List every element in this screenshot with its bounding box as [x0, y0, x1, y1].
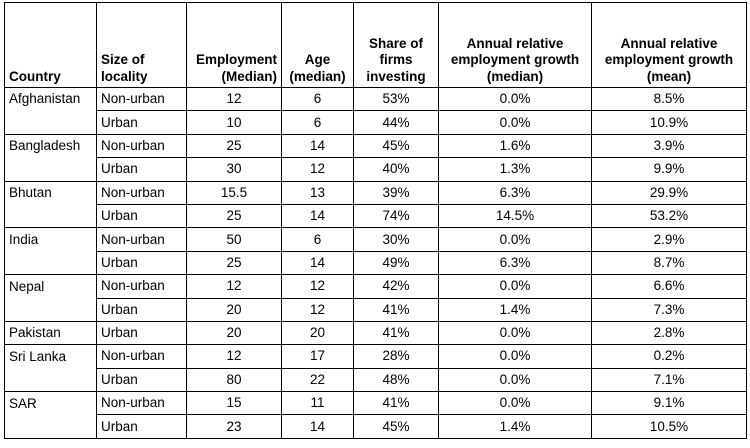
cell-size-of-locality: Non-urban	[97, 275, 187, 298]
cell-age-median: 11	[282, 392, 354, 415]
header-row	[5, 3, 747, 88]
cell-employment-median: 80	[187, 368, 282, 391]
cell-growth-mean: 9.1%	[592, 392, 747, 415]
cell-employment-median: 15.5	[187, 181, 282, 204]
table-row	[5, 158, 747, 181]
cell-share-of-firms-investing: 40%	[354, 158, 439, 181]
cell-growth-median: 1.3%	[439, 158, 592, 181]
header-employment-median: Employment (Median)	[187, 3, 282, 88]
cell-employment-median: 20	[187, 298, 282, 321]
cell-growth-median: 0.0%	[439, 111, 592, 134]
cell-age-median: 14	[282, 204, 354, 227]
cell-growth-mean: 7.1%	[592, 368, 747, 391]
cell-growth-mean: 8.7%	[592, 251, 747, 274]
cell-age-median: 22	[282, 368, 354, 391]
cell-employment-median: 12	[187, 88, 282, 111]
cell-size-of-locality: Non-urban	[97, 392, 187, 415]
header-country: Country	[5, 3, 97, 88]
cell-growth-mean: 7.3%	[592, 298, 747, 321]
cell-growth-median: 0.0%	[439, 321, 592, 344]
cell-country: Afghanistan	[5, 88, 97, 111]
cell-size-of-locality: Urban	[97, 111, 187, 134]
cell-growth-mean: 29.9%	[592, 181, 747, 204]
cell-age-median: 20	[282, 321, 354, 344]
header-age-median: Age (median)	[282, 3, 354, 88]
cell-share-of-firms-investing: 48%	[354, 368, 439, 391]
cell-country: SAR	[5, 392, 97, 415]
cell-share-of-firms-investing: 42%	[354, 275, 439, 298]
cell-country: Bhutan	[5, 181, 97, 204]
cell-employment-median: 50	[187, 228, 282, 251]
cell-size-of-locality: Urban	[97, 204, 187, 227]
cell-country: Nepal	[5, 275, 97, 298]
table-row	[5, 88, 747, 111]
cell-country	[5, 111, 97, 134]
cell-age-median: 12	[282, 275, 354, 298]
cell-employment-median: 10	[187, 111, 282, 134]
cell-employment-median: 25	[187, 134, 282, 157]
cell-growth-mean: 8.5%	[592, 88, 747, 111]
cell-country	[5, 158, 97, 181]
header-size-of-locality: Size of locality	[97, 3, 187, 88]
cell-employment-median: 23	[187, 415, 282, 438]
cell-share-of-firms-investing: 44%	[354, 111, 439, 134]
cell-growth-mean: 53.2%	[592, 204, 747, 227]
table-row	[5, 275, 747, 298]
cell-employment-median: 20	[187, 321, 282, 344]
cell-share-of-firms-investing: 45%	[354, 415, 439, 438]
cell-size-of-locality: Urban	[97, 415, 187, 438]
cell-size-of-locality: Non-urban	[97, 88, 187, 111]
cell-size-of-locality: Urban	[97, 368, 187, 391]
cell-employment-median: 30	[187, 158, 282, 181]
cell-age-median: 14	[282, 415, 354, 438]
cell-age-median: 6	[282, 88, 354, 111]
header-growth-median: Annual relative employment growth (median)	[439, 3, 592, 88]
cell-growth-mean: 10.5%	[592, 415, 747, 438]
cell-growth-median: 0.0%	[439, 368, 592, 391]
cell-age-median: 17	[282, 345, 354, 368]
table-row	[5, 204, 747, 227]
cell-growth-median: 0.0%	[439, 275, 592, 298]
cell-growth-mean: 3.9%	[592, 134, 747, 157]
cell-share-of-firms-investing: 45%	[354, 134, 439, 157]
cell-country	[5, 368, 97, 391]
cell-age-median: 6	[282, 228, 354, 251]
cell-age-median: 12	[282, 158, 354, 181]
table-row	[5, 368, 747, 391]
table-row	[5, 111, 747, 134]
cell-growth-mean: 6.6%	[592, 275, 747, 298]
cell-share-of-firms-investing: 28%	[354, 345, 439, 368]
cell-country	[5, 415, 97, 438]
cell-size-of-locality: Non-urban	[97, 228, 187, 251]
table-row	[5, 321, 747, 344]
cell-growth-median: 1.4%	[439, 298, 592, 321]
cell-share-of-firms-investing: 39%	[354, 181, 439, 204]
cell-age-median: 12	[282, 298, 354, 321]
cell-growth-median: 1.4%	[439, 415, 592, 438]
cell-growth-median: 0.0%	[439, 345, 592, 368]
cell-size-of-locality: Urban	[97, 321, 187, 344]
cell-country	[5, 251, 97, 274]
cell-size-of-locality: Urban	[97, 251, 187, 274]
table-body	[5, 88, 747, 439]
cell-size-of-locality: Urban	[97, 158, 187, 181]
cell-growth-mean: 9.9%	[592, 158, 747, 181]
cell-size-of-locality: Non-urban	[97, 181, 187, 204]
cell-growth-median: 6.3%	[439, 181, 592, 204]
table-row	[5, 345, 747, 368]
cell-country: Pakistan	[5, 321, 97, 344]
cell-share-of-firms-investing: 53%	[354, 88, 439, 111]
cell-age-median: 14	[282, 251, 354, 274]
cell-share-of-firms-investing: 41%	[354, 321, 439, 344]
table-row	[5, 228, 747, 251]
cell-age-median: 14	[282, 134, 354, 157]
table-row	[5, 181, 747, 204]
cell-employment-median: 25	[187, 204, 282, 227]
cell-employment-median: 12	[187, 345, 282, 368]
cell-growth-median: 6.3%	[439, 251, 592, 274]
cell-growth-median: 14.5%	[439, 204, 592, 227]
header-share-of-firms-investing: Share of firms investing	[354, 3, 439, 88]
table-row	[5, 251, 747, 274]
cell-share-of-firms-investing: 49%	[354, 251, 439, 274]
cell-age-median: 13	[282, 181, 354, 204]
cell-growth-mean: 2.8%	[592, 321, 747, 344]
table-row	[5, 298, 747, 321]
table-header	[5, 3, 747, 88]
table-row	[5, 134, 747, 157]
cell-country	[5, 204, 97, 227]
cell-country	[5, 298, 97, 321]
cell-growth-median: 0.0%	[439, 392, 592, 415]
cell-employment-median: 15	[187, 392, 282, 415]
cell-growth-mean: 2.9%	[592, 228, 747, 251]
cell-share-of-firms-investing: 41%	[354, 298, 439, 321]
table-row	[5, 415, 747, 438]
data-table	[4, 2, 747, 439]
cell-employment-median: 12	[187, 275, 282, 298]
cell-country: Bangladesh	[5, 134, 97, 157]
cell-size-of-locality: Urban	[97, 298, 187, 321]
table-row	[5, 392, 747, 415]
cell-growth-mean: 10.9%	[592, 111, 747, 134]
cell-employment-median: 25	[187, 251, 282, 274]
cell-country: Sri Lanka	[5, 345, 97, 368]
cell-growth-median: 0.0%	[439, 228, 592, 251]
cell-growth-mean: 0.2%	[592, 345, 747, 368]
cell-share-of-firms-investing: 30%	[354, 228, 439, 251]
cell-growth-median: 1.6%	[439, 134, 592, 157]
cell-size-of-locality: Non-urban	[97, 345, 187, 368]
cell-size-of-locality: Non-urban	[97, 134, 187, 157]
cell-age-median: 6	[282, 111, 354, 134]
cell-share-of-firms-investing: 41%	[354, 392, 439, 415]
cell-share-of-firms-investing: 74%	[354, 204, 439, 227]
cell-growth-median: 0.0%	[439, 88, 592, 111]
header-growth-mean: Annual relative employment growth (mean)	[592, 3, 747, 88]
cell-country: India	[5, 228, 97, 251]
